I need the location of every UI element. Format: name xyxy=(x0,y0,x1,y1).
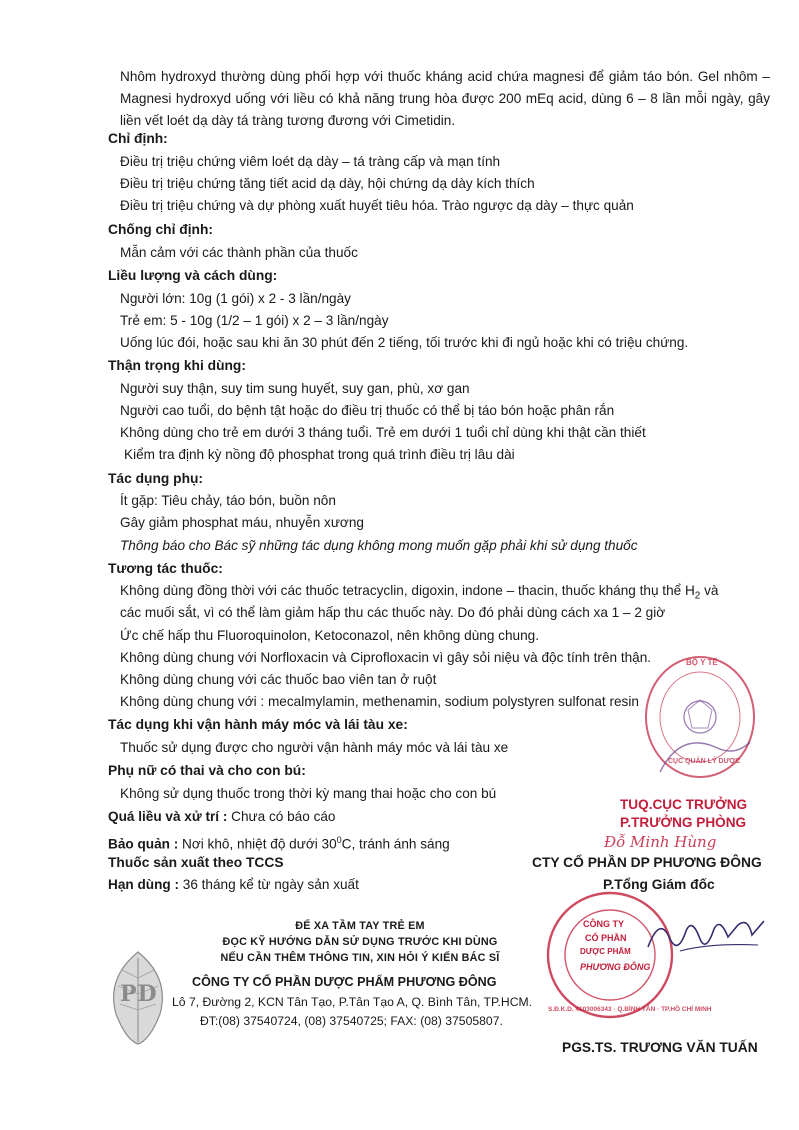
interaction-item: Không dùng chung với các thuốc bao viên tan ở ruột xyxy=(120,672,437,687)
company-name: CÔNG TY CỔ PHẦN DƯỢC PHẨM PHƯƠNG ĐÔNG xyxy=(192,975,497,989)
storage-value-end: C, tránh ánh sáng xyxy=(341,836,450,852)
manufacturer-name: CTY CỔ PHẦN DP PHƯƠNG ĐÔNG xyxy=(532,855,762,870)
director-signature xyxy=(640,895,770,965)
manufacturer-title: P.Tổng Giám đốc xyxy=(603,877,715,892)
side-effect-item: Ít gặp: Tiêu chảy, táo bón, buồn nôn xyxy=(120,493,336,508)
side-effects-heading: Tác dụng phụ: xyxy=(108,471,204,486)
side-effect-note: Thông báo cho Bác sỹ những tác dụng không mong muốn gặp phải khi sử dụng thuốc xyxy=(120,538,638,553)
interaction-item: Ức chế hấp thu Fluoroquinolon, Ketoconazol, nên không dùng chung. xyxy=(120,628,539,643)
shelf-life-line xyxy=(108,876,359,894)
storage-label: Bảo quản : xyxy=(108,836,179,852)
warning-line-2: ĐỌC KỸ HƯỚNG DẪN SỬ DỤNG TRƯỚC KHI DÙNG xyxy=(222,936,498,948)
pregnancy-item: Không sử dụng thuốc trong thời kỳ mang thai hoặc cho con bú xyxy=(120,786,497,801)
indications-heading: Chỉ định: xyxy=(108,131,168,146)
company-seal-line-4: PHƯƠNG ĐÔNG xyxy=(580,962,651,972)
indication-item: Điều trị triệu chứng viêm loét dạ dày – tá tràng cấp và mạn tính xyxy=(120,154,501,169)
dosage-heading: Liều lượng và cách dùng: xyxy=(108,268,278,283)
ministry-seal-top-text: BỘ Y TẾ xyxy=(686,658,718,667)
interaction-item: Không dùng chung với : mecalmylamin, methenamin, sodium polystyren sulfonat resin xyxy=(120,694,639,709)
precautions-heading: Thận trọng khi dùng: xyxy=(108,358,246,373)
storage-value: Nơi khô, nhiệt độ dưới 30 xyxy=(178,836,337,852)
indication-item: Điều trị triệu chứng và dự phòng xuất huyết tiêu hóa. Trào ngược dạ dày – thực quản xyxy=(120,198,634,213)
overdose-value: Chưa có báo cáo xyxy=(227,809,336,824)
indication-item: Điều trị triệu chứng tăng tiết acid dạ dày, hội chứng dạ dày kích thích xyxy=(120,176,535,191)
interaction-item-cont: các muối sắt, vì có thể làm giảm hấp thu các thuốc này. Do đó phải dùng cách xa 1 – 2 giờ xyxy=(120,605,666,620)
machinery-item: Thuốc sử dụng được cho người vận hành máy móc và lái tàu xe xyxy=(120,740,509,755)
warning-line-1: ĐỂ XA TẦM TAY TRẺ EM xyxy=(295,920,425,932)
contraindications-heading: Chống chỉ định: xyxy=(108,222,213,237)
dosage-item: Uống lúc đói, hoặc sau khi ăn 30 phút đến 2 tiếng, tối trước khi đi ngủ hoặc khi có triệu chứng. xyxy=(120,335,689,350)
interactions-heading: Tương tác thuốc: xyxy=(108,561,223,576)
company-seal-line-2: CỔ PHẦN xyxy=(585,933,627,943)
interaction-item xyxy=(120,582,770,606)
side-effect-item: Gây giảm phosphat máu, nhuyễn xương xyxy=(120,515,364,530)
shelf-life-value: 36 tháng kể từ ngày sản xuất xyxy=(178,877,359,892)
machinery-heading: Tác dụng khi vận hành máy móc và lái tàu xe: xyxy=(108,717,408,732)
dosage-item: Người lớn: 10g (1 gói) x 2 - 3 lần/ngày xyxy=(120,291,351,306)
interaction-text-b: và xyxy=(700,583,719,598)
overdose-label: Quá liều và xử trí : xyxy=(108,809,228,824)
ministry-seal-bottom-text: CỤC QUẢN LÝ DƯỢC xyxy=(668,758,741,765)
standard-line: Thuốc sản xuất theo TCCS xyxy=(108,855,284,870)
storage-superscript: 0 xyxy=(336,835,342,845)
overdose-line xyxy=(108,808,336,826)
storage-line xyxy=(108,831,450,854)
contraindication-item: Mẫn cảm với các thành phần của thuốc xyxy=(120,245,358,260)
approval-line-2: P.TRƯỞNG PHÒNG xyxy=(620,815,747,830)
interaction-subscript: 2 xyxy=(694,590,701,602)
precaution-item: Kiểm tra định kỳ nồng độ phosphat trong quá trình điều trị lâu dài xyxy=(124,447,515,462)
precaution-item: Người cao tuổi, do bệnh tật hoặc do điều trị thuốc có thể bị táo bón hoặc phân rắn xyxy=(120,403,615,418)
pregnancy-heading: Phụ nữ có thai và cho con bú: xyxy=(108,763,306,778)
director-name: PGS.TS. TRƯƠNG VĂN TUẤN xyxy=(562,1040,758,1055)
warning-line-3: NẾU CẦN THÊM THÔNG TIN, XIN HỎI Ý KIẾN BÁC SĨ xyxy=(220,952,500,964)
company-seal-line-3: DƯỢC PHẨM xyxy=(580,947,631,956)
precaution-item: Không dùng cho trẻ em dưới 3 tháng tuổi. Trẻ em dưới 1 tuổi chỉ dùng khi thật cần thiết xyxy=(120,425,646,440)
precaution-item: Người suy thận, suy tim sung huyết, suy gan, phù, xơ gan xyxy=(120,381,470,396)
company-phone: ĐT:(08) 37540724, (08) 37540725; FAX: (08) 37505807. xyxy=(200,1014,503,1028)
interaction-text-a: Không dùng đồng thời với các thuốc tetracyclin, digoxin, indone – thacin, thuốc kháng thụ thể H xyxy=(120,583,695,598)
interaction-item: Không dùng chung với Norfloxacin và Ciprofloxacin vì gây sỏi niệu và độc tính trên thận. xyxy=(120,650,652,665)
approval-signer: Đỗ Minh Hùng xyxy=(604,833,717,851)
intro-paragraph: Nhôm hydroxyd thường dùng phối hợp với thuốc kháng acid chứa magnesi để giảm táo bón. Gel nhôm – Magnesi hydroxyd uống với liều có khả năng trung hòa được 200 mEq acid, dùng 6 – 8 lần mỗi ngày, gây liền vết loét dạ dày tá tràng tương đương với Cimetidin. xyxy=(120,69,770,128)
company-seal-line-1: CÔNG TY xyxy=(583,919,625,929)
company-seal-ring-text: S.Đ.K.D. 4103006343 · Q.BÌNH TÂN · TP.HỒ CHÍ MINH xyxy=(548,1006,712,1013)
shelf-life-label: Hạn dùng : xyxy=(108,877,179,892)
company-address: Lô 7, Đường 2, KCN Tân Tạo, P.Tân Tạo A, Q. Bình Tân, TP.HCM. xyxy=(172,995,533,1009)
logo-text: PD xyxy=(120,981,158,1007)
approval-line-1: TUQ.CỤC TRƯỞNG xyxy=(620,797,748,812)
dosage-item: Trẻ em: 5 - 10g (1/2 – 1 gói) x 2 – 3 lần/ngày xyxy=(120,313,389,328)
